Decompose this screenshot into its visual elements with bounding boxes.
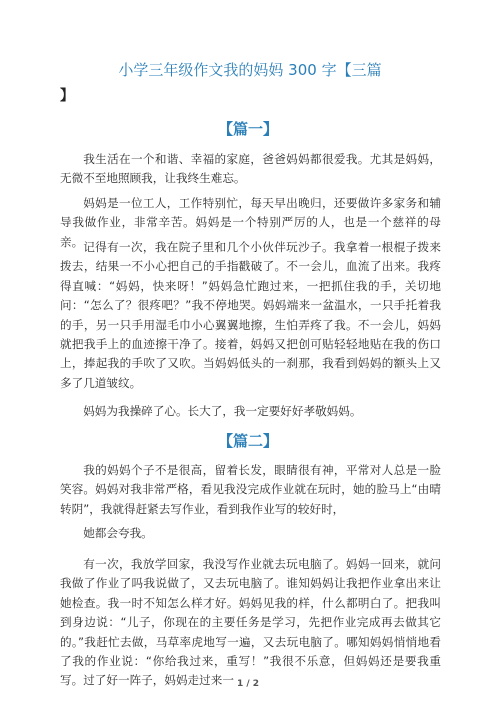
paragraph: 妈妈是一位工人，工作特别忙，每天早出晚归，还要做许多家务和辅导我做作业，非常辛苦。妈妈是一个特别严厉的人，也是一个慈祥的母亲。 [60, 196, 441, 249]
section-heading-1: 【篇一】 [217, 120, 278, 138]
section-heading-2: 【篇二】 [217, 432, 278, 450]
document-title-continuation: 】 [60, 88, 74, 104]
paragraph: 我生活在一个和谐、幸福的家庭，爸爸妈妈都很爱我。尤其是妈妈，无微不至地照顾我，让我终生难忘。 [60, 152, 441, 186]
paragraph: 我的妈妈个子不是很高，留着长发，眼睛很有神，平常对人总是一脸笑容。妈妈对我非常严格，看见我没完成作业就在玩时，她的脸马上“由晴转阴”，我就得赶紧去写作业，看到我作业写的较好时， [60, 463, 441, 516]
paragraph: 记得有一次，我在院子里和几个小伙伴玩沙子。我拿着一根棍子拨来拨去，结果一不小心把自己的手指戳破了。不一会儿，血流了出来。我疼得直喊：“妈妈，快来呀！”妈妈急忙跑过来，一把抓住我的手，关切地问：“怎么了？很疼吧？”我不停地哭。妈妈端来一盆温水，一只手托着我的手，另一只手用湿毛巾小心翼翼地擦，生怕弄疼了我。不一会儿，妈妈就把我手上的血迹擦干净了。接着，妈妈又把创可贴轻轻地贴在我的伤口上，捧起我的手吹了又吹。当妈妈低头的一刹那，我看到妈妈的额头上又多了几道皱纹。 [60, 240, 441, 390]
page-number: 1 / 2 [236, 679, 260, 689]
document-title: 小学三年级作文我的妈妈 300 字【三篇 [118, 61, 382, 79]
paragraph: 她都会夸我。 [83, 526, 153, 540]
paragraph: 有一次，我放学回家，我没写作业就去玩电脑了。妈妈一回来，就问我做了作业了吗我说做了，又去玩电脑了。谁知妈妈让我把作业拿出来让她检查。我一时不知怎么样才好。妈妈见我的样，什么都明白了。把我叫到身边说：“儿子，你现在的主要任务是学习，先把作业完成再去做其它的。”我赶忙去做，马草率虎地写一遍，又去玩电脑了。哪知妈妈悄悄地看了我的作业说：“你给我过来，重写！”我很不乐意，但妈妈还是要我重写。过了好一阵子，妈妈走过来一 [60, 557, 441, 688]
paragraph: 妈妈为我操碎了心。长大了，我一定要好好孝敬妈妈。 [83, 404, 362, 418]
